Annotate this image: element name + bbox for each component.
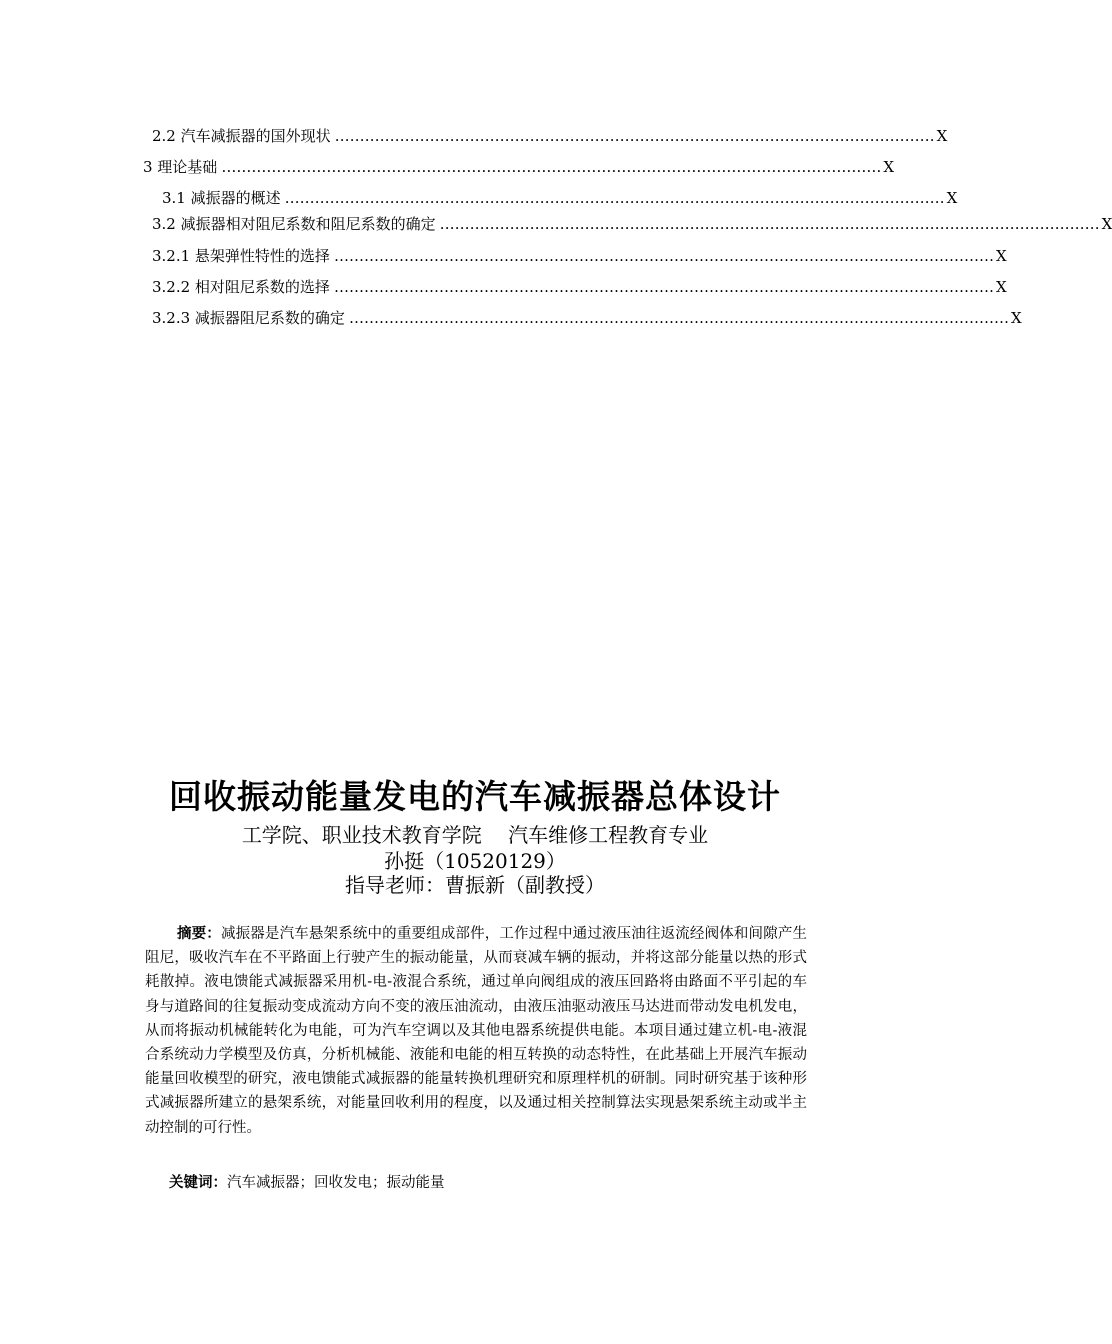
abstract-text: 减振器是汽车悬架系统中的重要组成部件，工作过程中通过液压油往返流经阀体和间隙产生阻尼，吸收汽车在不平路面上行驶产生的振动能量，从而衰减车辆的振动，并将这部分能量以热的形式耗散掉。液电馈能式减振器采用机-电-液混合系统，通过单向阀组成的液压回路将由路面不平引起的车身与道路间的往复振动变成流动方向不变的液压油流动，由液压油驱动液压马达进而带动发电机发电，从而将振动机械能转化为电能，可为汽车空调以及其他电器系统提供电能。本项目通过建立机-电-液混合系统动力学模型及仿真，分析机械能、液能和电能的相互转换的动态特性，在此基础上开展汽车振动能量回收模型的研究，液电馈能式减振器的能量转换机理研究和原理样机的研制。同时研究基于该种形式减振器所建立的悬架系统，对能量回收利用的程度，以及通过相关控制算法实现悬架系统主动或半主动控制的可行性。 bbox=[145, 926, 808, 1136]
toc-entry bbox=[162, 187, 958, 209]
abstract-paragraph bbox=[145, 922, 807, 1140]
toc-entry-label: 3.2.3 减振器阻尼系数的确定 bbox=[152, 309, 345, 327]
toc-leader: ………………………………………………………………………………………………………… bbox=[334, 127, 935, 145]
toc-entry bbox=[152, 125, 948, 147]
toc-leader: …………………………………………………………………………………………………………………… bbox=[333, 247, 994, 265]
toc-entry bbox=[152, 276, 1007, 298]
toc-entry-page: X bbox=[1010, 309, 1022, 327]
toc-leader: …………………………………………………………………………………………………………………… bbox=[333, 278, 994, 296]
toc-entry-page: X bbox=[883, 158, 894, 176]
toc-entry-label: 3.2 减振器相对阻尼系数和阻尼系数的确定 bbox=[152, 215, 436, 233]
toc-entry bbox=[143, 156, 894, 178]
toc-entry bbox=[152, 213, 1112, 235]
abstract bbox=[145, 922, 807, 1140]
keywords bbox=[145, 1171, 807, 1195]
document-title: 回收振动能量发电的汽车减振器总体设计 bbox=[169, 777, 781, 816]
keywords-label: 关键词： bbox=[169, 1175, 227, 1191]
affiliation: 工学院、职业技术教育学院 汽车维修工程教育专业 bbox=[241, 823, 709, 847]
toc-entry-page: X bbox=[995, 247, 1007, 265]
toc-entry-page: X bbox=[1101, 215, 1112, 233]
advisor: 指导老师：曹振新（副教授） bbox=[345, 873, 605, 897]
toc-entry-page: X bbox=[946, 189, 958, 207]
toc-entry-label: 3 理论基础 bbox=[143, 158, 218, 176]
toc-entry-label: 3.1 减振器的概述 bbox=[162, 189, 281, 207]
abstract-label: 摘要： bbox=[177, 926, 221, 942]
author: 孙挺（10520129） bbox=[384, 849, 566, 873]
toc-entry-label: 3.2.2 相对阻尼系数的选择 bbox=[152, 278, 330, 296]
toc-entry bbox=[152, 307, 1022, 329]
toc-entry-page: X bbox=[995, 278, 1007, 296]
toc-leader: …………………………………………………………………………………………………………………… bbox=[284, 189, 945, 207]
keywords-text: 汽车减振器；回收发电；振动能量 bbox=[227, 1175, 445, 1191]
toc-entry-label: 2.2 汽车减振器的国外现状 bbox=[152, 127, 331, 145]
toc-leader: …………………………………………………………………………………………………………………… bbox=[221, 158, 882, 176]
toc-entry bbox=[152, 245, 1007, 267]
toc-leader: …………………………………………………………………………………………………………………… bbox=[348, 309, 1009, 327]
toc-leader: …………………………………………………………………………………………………………………… bbox=[439, 215, 1100, 233]
toc-entry-label: 3.2.1 悬架弹性特性的选择 bbox=[152, 247, 330, 265]
toc-entry-page: X bbox=[936, 127, 948, 145]
